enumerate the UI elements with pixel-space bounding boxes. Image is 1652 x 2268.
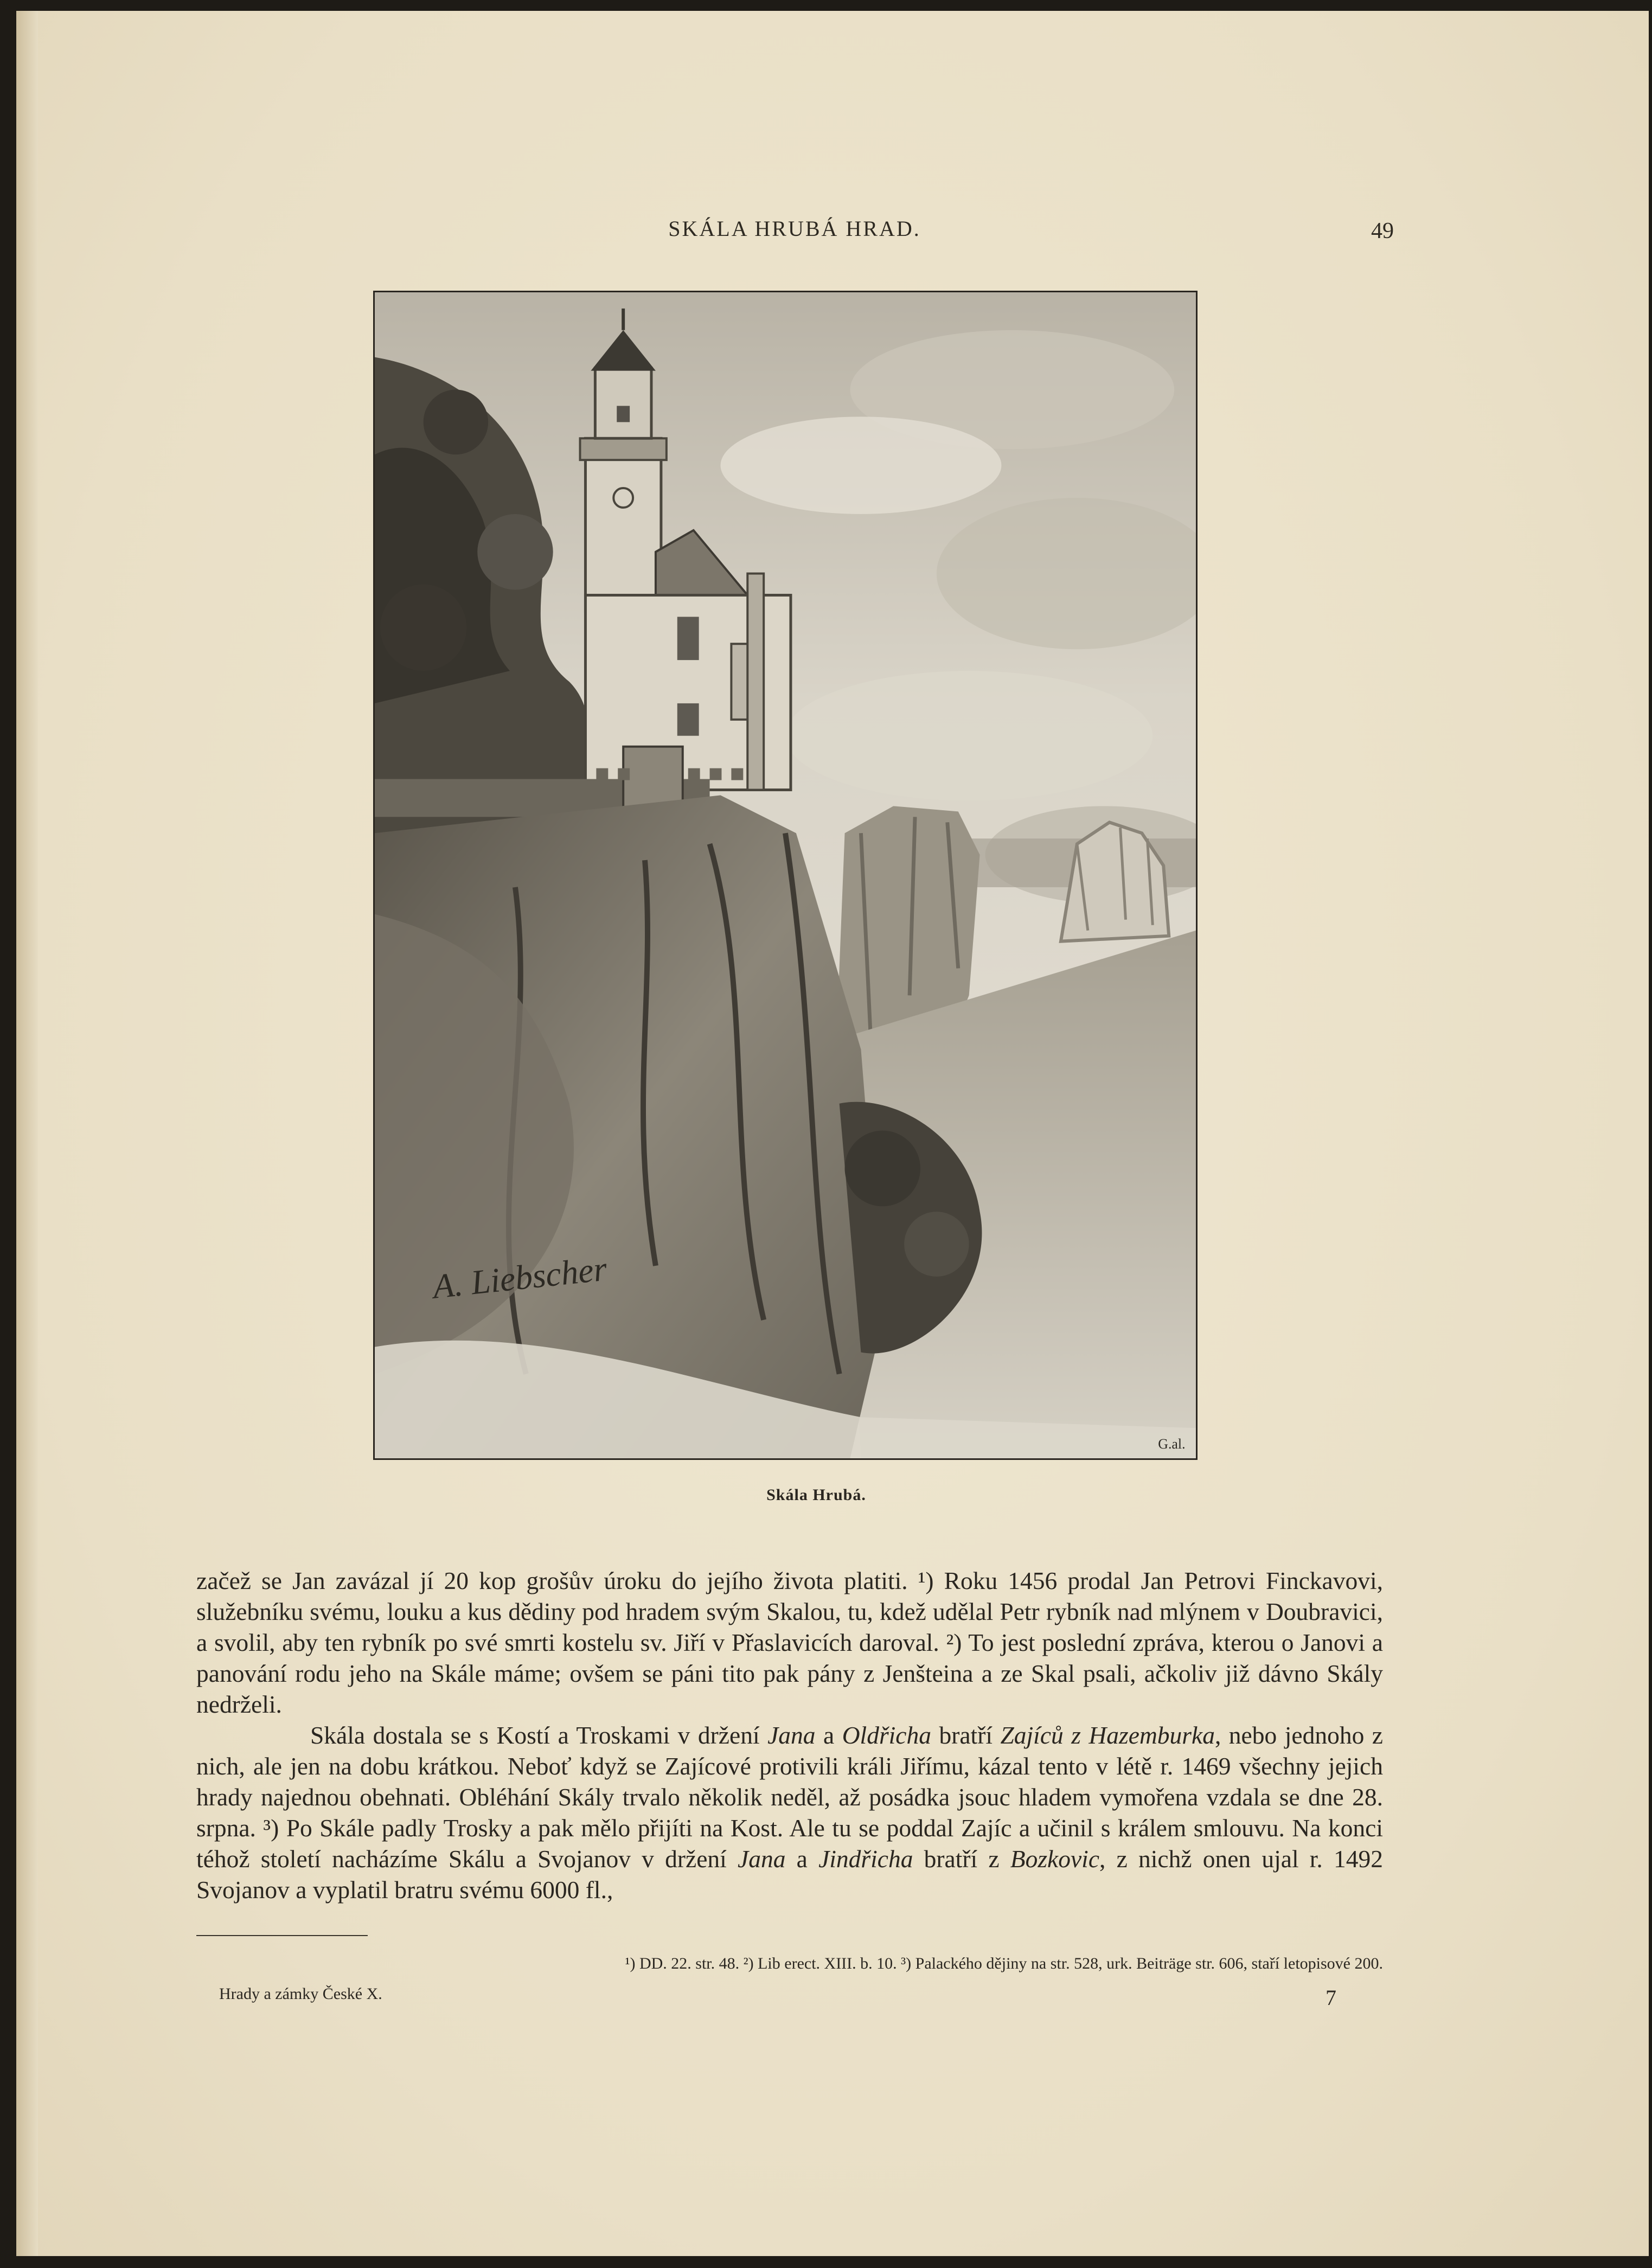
italic-name: Jindřicha	[818, 1845, 913, 1873]
running-title: SKÁLA HRUBÁ HRAD.	[668, 216, 921, 241]
footnotes: ¹) DD. 22. str. 48. ²) Lib erect. XIII. b. 10. ³) Palackého dějiny na str. 528, urk. Beiträge str. 606, staří letopisové 200.	[625, 1955, 1383, 1972]
italic-name: Oldřicha	[842, 1721, 931, 1749]
text-run: a	[785, 1845, 819, 1873]
printer-signature-line	[219, 1985, 1336, 2010]
italic-name: Jana	[767, 1721, 816, 1749]
artist-signature: A. Liebscher	[431, 1249, 609, 1306]
text-run: , z nichž onen ujal r. 1492 Svojanov a vyplatil bratru svému 6000 fl.,	[196, 1845, 1383, 1904]
italic-name: Bozkovic	[1010, 1845, 1100, 1873]
castle-illustration	[373, 291, 1198, 1460]
italic-name: Zajíců z Hazemburka	[1000, 1721, 1215, 1749]
paragraph	[196, 1720, 1383, 1905]
page-number: 49	[1371, 219, 1394, 244]
figure-caption: Skála Hrubá.	[766, 1486, 866, 1504]
sheet-signature-number: 7	[1326, 1985, 1336, 2010]
text-run: bratří z	[913, 1845, 1010, 1873]
text-run: a	[815, 1721, 842, 1749]
italic-name: Jana	[738, 1845, 786, 1873]
publication-title: Hrady a zámky České X.	[219, 1985, 382, 2003]
page-header	[195, 216, 1394, 248]
text-run: Skála dostala se s Kostí a Troskami v držení	[310, 1721, 768, 1749]
illustration-drawing	[375, 292, 1196, 1458]
footnote-separator	[196, 1935, 368, 1936]
body-text	[196, 1565, 1383, 1905]
paragraph: začež se Jan zavázal jí 20 kop grošův úroku do jejího života platiti. ¹) Roku 1456 prodal Jan Petrovi Finckavovi, služebníku svému, louku a kus dědiny pod hradem svým Skalou, tu, kdež udělal Petr rybník nad mlýnem v Doubravici, a svolil, aby ten rybník po své smrti kostelu sv. Jiří v Přaslavicích daroval. ²) To jest poslední zpráva, kterou o Janovi a panování rodu jeho na Skále máme; ovšem se páni tito pak pány z Jenšteina a ze Skal psali, ačkoliv již dávno Skály nedrželi.	[196, 1567, 1383, 1718]
text-run: , nebo jednoho z nich, ale jen na dobu krátkou. Neboť když se Zajícové protivili králi Jiřímu, kázal tento v létě r. 1469 všechny jejich hrady najednou obehnati. Obléhání Skály trvalo několik neděl, až posádka jsouc hladem vymořena vzdala se dne 28. srpna. ³) Po Skále padly Trosky a pak mělo přijíti na Kost. Ale tu se poddal Zajíc a učinil s králem smlouvu. Na konci téhož století nacházíme Skálu a Svojanov v držení	[196, 1721, 1383, 1873]
text-run: bratří	[931, 1721, 1001, 1749]
page-gutter	[16, 11, 38, 2256]
engraver-mark: G.al.	[1158, 1436, 1186, 1452]
